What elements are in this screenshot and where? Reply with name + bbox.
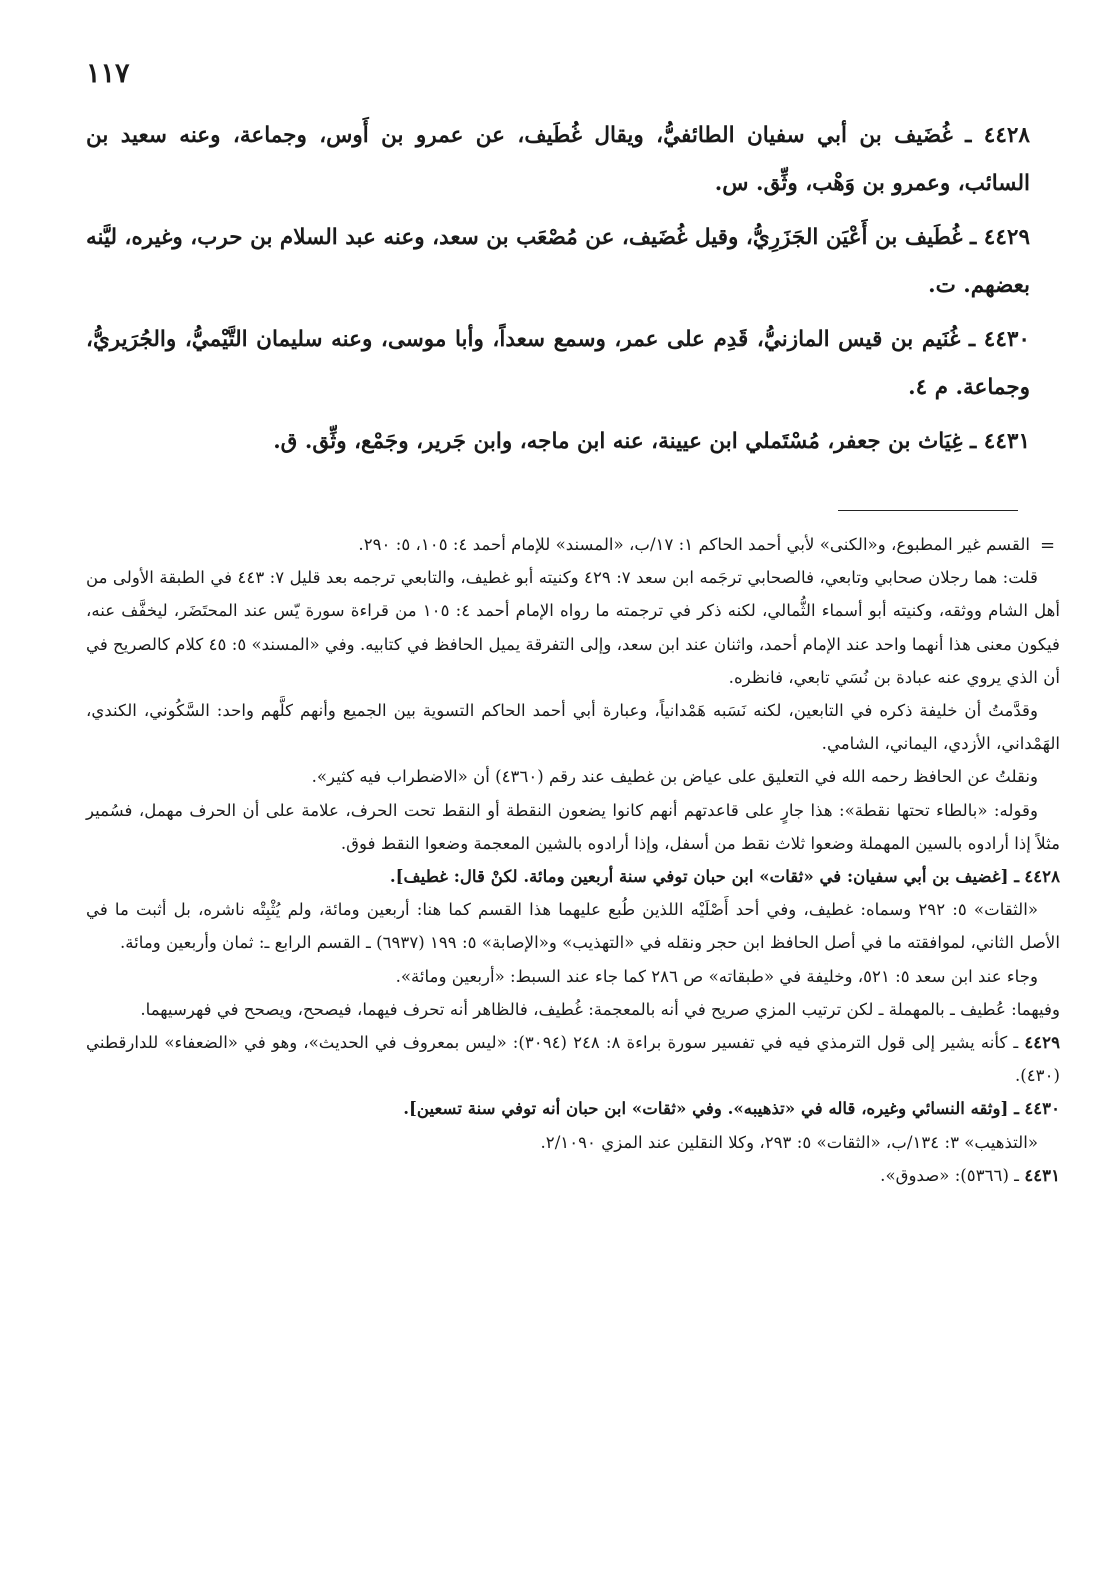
entry-4431 <box>86 418 1030 466</box>
note-4430-heading <box>86 1092 1060 1125</box>
note-4428-heading <box>86 860 1060 893</box>
entry-number: ٤٤٢٩ <box>983 225 1030 250</box>
entry-number: ٤٤٣١ <box>983 429 1030 454</box>
note-heading-text: ـ [وثقه النسائي وغيره، قاله في «تذهيبه». وفي «ثقات» ابن حبان أنه توفي سنة تسعين]. <box>403 1098 1020 1119</box>
footnote-paragraph: قلت: هما رجلان صحابي وتابعي، فالصحابي ترجَمه ابن سعد ٧: ٤٢٩ وكنيته أبو غطيف، والتابعي ترجمه بعد قليل ٧: ٤٤٣ في الطبقة الأولى من أهل الشام ووثقه، وكنيته أبو أسماء الثُّمالي، لكنه ذكر في ترجمته ما رواه الإمام أحمد ٤: ١٠٥ من قراءة سورة يّس عند المحتَضَر، ليخفَّف عنه، فيكون معنى هذا أنهما واحد عند الإمام أحمد، واثنان عند ابن سعد، وإلى التفرقة يميل الحافظ في كتابيه. وفي «المسند» ٥: ٤٥ كلام كالصريح في أن الذي يروي عنه عبادة بن نُسَي تابعي، فانظره. <box>86 568 1060 687</box>
note-heading-text: ـ [غضيف بن أبي سفيان: في «ثقات» ابن حبان توفي سنة أربعين ومائة. لكنْ قال: غطيف]. <box>389 866 1020 887</box>
footnote-paragraph: وقدَّمتُ أن خليفة ذكره في التابعين، لكنه نَسَبه هَمْدانياً، وعبارة أبي أحمد الحاكم التسوية بين الجميع وأنهم كلَّهم واحد: السَّكُوني، الكندي، الهَمْداني، الأزدي، اليماني، الشامي. <box>86 701 1060 754</box>
note-4428-paragraph: «الثقات» ٥: ٢٩٢ وسماه: غطيف، وفي أحد أَصْلَيْه اللذين طُبع عليهما هذا القسم كما هنا: أربعين ومائة، ولم يُثْبِتْه ناشره، بل أثبت ما في الأصل الثاني، لموافقته ما في أصل الحافظ ابن حجر ونقله في «التهذيب» و«الإصابة» ٥: ١٩٩ (٦٩٣٧) ـ القسم الرابع ـ: ثمان وأربعين ومائة. <box>86 900 1060 953</box>
entry-number: ٤٤٢٨ <box>983 123 1030 148</box>
entry-4430 <box>86 316 1030 412</box>
page-number: ١١٧ <box>86 58 130 89</box>
entry-text: ـ غُطَيف بن أَعْيَن الجَزَرِيُّ، وقيل غُضَيف، عن مُصْعَب بن سعد، وعنه عبد السلام بن حرب، وغيره، ليَّنه بعضهم. ت. <box>86 225 1030 298</box>
entry-4428 <box>86 112 1030 208</box>
note-number: ٤٤٣١ <box>1024 1164 1060 1185</box>
note-number: ٤٤٢٩ <box>1024 1032 1060 1053</box>
entries-section <box>86 112 1030 472</box>
footnote-paragraph: ونقلتُ عن الحافظ رحمه الله في التعليق على عياض بن غطيف عند رقم (٤٣٦٠) أن «الاضطراب فيه كثير». <box>311 767 1038 787</box>
note-4428-paragraph: وجاء عند ابن سعد ٥: ٥٢١، وخليفة في «طبقاته» ص ٢٨٦ كما جاء عند السبط: «أربعين ومائة». <box>395 966 1038 986</box>
footnote-separator <box>838 510 1018 511</box>
footnote-paragraph: وقوله: «بالطاء تحتها نقطة»: هذا جارٍ على قاعدتهم أنهم كانوا يضعون النقطة أو النقط تحت الحرف، علامة على أن الحرف مهمل، فسُمير مثلاً إذا أرادوه بالسين المهملة وضعوا ثلاث نقط من أسفل، وإذا أرادوه بالشين المعجمة وضعوا النقط فوق. <box>86 800 1060 853</box>
note-number: ٤٤٢٨ <box>1024 866 1060 887</box>
entry-text: ـ غِيَاث بن جعفر، مُسْتَملي ابن عيينة، عنه ابن ماجه، وابن جَرير، وجَمْع، وثِّق. ق. <box>273 429 977 454</box>
note-4429 <box>86 1026 1060 1092</box>
note-4431 <box>86 1159 1060 1192</box>
footnotes-section <box>86 528 1060 1192</box>
note-number: ٤٤٣٠ <box>1024 1098 1060 1119</box>
entry-text: ـ غُضَيف بن أبي سفيان الطائفيُّ، ويقال غُطَيف، عن عمرو بن أَوس، وجماعة، وعنه سعيد بن السائب، وعمرو بن وَهْب، وثِّق. س. <box>86 123 1030 196</box>
continuation-mark: = <box>1040 535 1056 556</box>
entry-4429 <box>86 214 1030 310</box>
note-text: ـ (٥٣٦٦): «صدوق». <box>880 1165 1020 1185</box>
note-text: ـ كأنه يشير إلى قول الترمذي فيه في تفسير سورة براءة ٨: ٢٤٨ (٣٠٩٤): «ليس بمعروف في الحديث»، وهو في «الضعفاء» للدارقطني (٤٣٠). <box>86 1033 1060 1086</box>
note-4430-paragraph: «التذهيب» ٣: ١٣٤/ب، «الثقات» ٥: ٢٩٣، وكلا النقلين عند المزي ٢/١٠٩٠. <box>540 1132 1038 1152</box>
entry-text: ـ غُنَيم بن قيس المازنيُّ، قَدِم على عمر، وسمع سعداً، وأبا موسى، وعنه سليمان التَّيْميُّ، والجُرَيريُّ، وجماعة. م ٤. <box>86 327 1030 400</box>
note-4428-paragraph: وفيهما: عُطيف ـ بالمهملة ـ لكن ترتيب المزي صريح في أنه بالمعجمة: غُطيف، فالظاهر أنه تحرف فيهما، فيصحح، ويصحح في فهرسيهما. <box>140 999 1060 1019</box>
footnote-sources: القسم غير المطبوع، و«الكنى» لأبي أحمد الحاكم ١: ١٧/ب، «المسند» للإمام أحمد ٤: ١٠٥، ٥: ٢٩٠. <box>358 535 1030 554</box>
entry-number: ٤٤٣٠ <box>983 327 1030 352</box>
